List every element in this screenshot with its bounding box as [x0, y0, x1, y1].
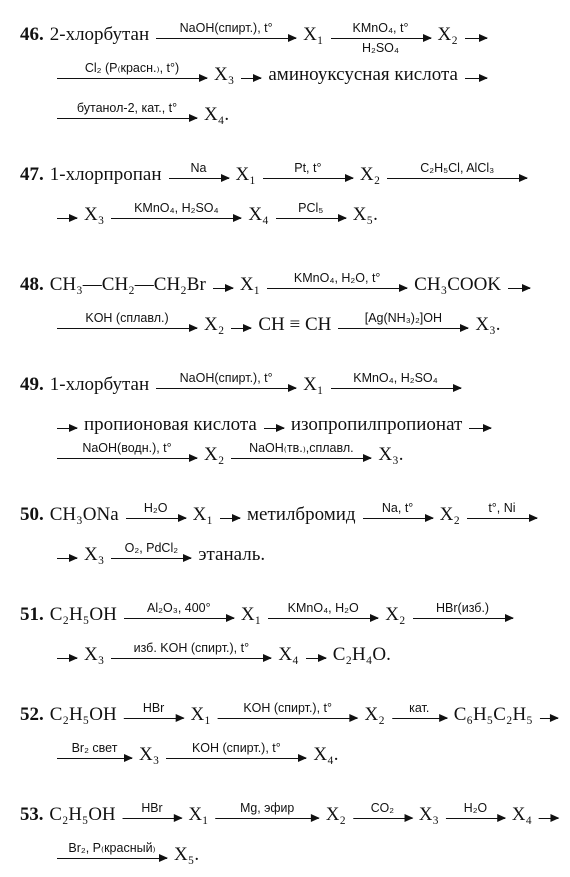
arrow-icon [215, 818, 319, 819]
arrow-icon [331, 388, 461, 389]
arrow-icon [263, 178, 353, 179]
arrow-icon [231, 458, 371, 459]
formula-term: 2-хлорбутан [49, 24, 150, 45]
problem-0-line-1 [55, 44, 494, 84]
reaction-arrow [57, 741, 132, 759]
reaction-condition: KMnO₄, H₂O [287, 601, 359, 616]
formula-term: X₃ [84, 204, 105, 225]
arrow-icon [540, 718, 558, 719]
reaction-arrow [166, 741, 306, 759]
formula-term: X₁ [240, 604, 262, 625]
formula-term: C₂H₅OH [49, 604, 117, 625]
arrow-icon [467, 518, 537, 519]
arrow-icon [57, 758, 132, 759]
formula-term: C₂H₅OH [49, 804, 116, 825]
reaction-condition: HBr [142, 701, 165, 716]
formula-term: X₁ [192, 504, 214, 525]
formula-term: X₃ [84, 544, 105, 565]
reaction-arrow [387, 161, 527, 179]
formula-term: X₁ [239, 274, 261, 295]
problem-5-line-0 [20, 584, 520, 624]
formula-term: X₃ [418, 804, 439, 825]
arrow-icon [156, 38, 296, 39]
formula-term: X₁ [303, 374, 324, 395]
arrow-icon [57, 858, 167, 859]
formula-term: CH ≡ CH [258, 314, 332, 335]
arrow-icon [465, 78, 487, 79]
formula-term: C₆H₅C₂H₅ [453, 704, 533, 725]
reaction-arrow [363, 501, 433, 519]
arrow-icon [57, 558, 77, 559]
problem-number: 46. [20, 24, 44, 45]
formula-term: X₂ [359, 164, 381, 185]
reaction-arrow [213, 271, 233, 289]
reaction-condition: HBr [141, 801, 163, 816]
problem-1-line-1 [55, 184, 383, 224]
arrow-icon [353, 818, 412, 819]
reaction-condition: Cl₂ (P₍красн.₎, t°) [84, 61, 180, 76]
arrow-icon [241, 78, 261, 79]
formula-term: X₂ [325, 804, 346, 825]
formula-term: X₃ [214, 64, 235, 85]
problem-number: 51. [20, 604, 44, 625]
problem-number: 47. [20, 164, 44, 185]
reaction-arrow [218, 701, 358, 719]
arrow-icon [111, 558, 191, 559]
reaction-condition: PCl₅ [298, 201, 324, 216]
reaction-arrow [111, 541, 191, 559]
reaction-condition: [Ag(NH₃)₂]OH [364, 311, 443, 326]
reaction-arrow [57, 201, 77, 219]
reaction-condition: t°, Ni [488, 501, 516, 516]
problem-2-line-1 [55, 294, 505, 334]
reaction-arrow [276, 201, 346, 219]
reaction-arrow [268, 601, 378, 619]
formula-term: 1-хлорпропан [49, 164, 162, 185]
problem-7-line-0 [20, 784, 566, 824]
problem-7-line-1 [55, 824, 204, 864]
arrow-icon [57, 218, 77, 219]
formula-term: X₂ [385, 604, 406, 625]
reaction-arrow [331, 21, 431, 55]
arrow-icon [111, 218, 241, 219]
arrow-icon [363, 518, 433, 519]
arrow-icon [124, 718, 184, 719]
reaction-arrow [111, 641, 271, 659]
formula-term: X₄ [511, 804, 533, 825]
reaction-condition: бутанол-2, кат., t° [76, 101, 178, 116]
formula-term: X₁ [235, 164, 256, 185]
problem-1-line-0 [20, 144, 534, 184]
arrow-icon [306, 658, 326, 659]
reaction-arrow [122, 801, 181, 819]
formula-term: 1-хлорбутан [49, 374, 150, 395]
reaction-condition: изб. KOH (спирт.), t° [133, 641, 250, 656]
reaction-condition: Na [190, 161, 207, 176]
formula-term: C₂H₄O. [332, 644, 391, 665]
reaction-condition: Na, t° [381, 501, 414, 516]
formula-term: X₂ [364, 704, 385, 725]
arrow-icon [338, 328, 468, 329]
reaction-condition: KOH (сплавл.) [85, 311, 169, 326]
arrow-icon [539, 818, 559, 819]
arrow-icon [446, 818, 505, 819]
arrow-icon [166, 758, 306, 759]
reaction-arrow [446, 801, 505, 819]
problem-number: 53. [20, 804, 44, 825]
reaction-arrow [508, 271, 530, 289]
arrow-icon [57, 328, 197, 329]
arrow-icon [392, 718, 447, 719]
reaction-condition: KMnO₄, H₂SO₄ [134, 201, 219, 216]
problem-3-line-2 [55, 424, 408, 464]
reaction-arrow [215, 801, 319, 819]
formula-term: метилбромид [247, 504, 356, 525]
reaction-arrow [413, 601, 513, 619]
reaction-condition: NaOH(спирт.), t° [179, 371, 273, 386]
reaction-arrow [220, 501, 240, 519]
reaction-condition: O₂, PdCl₂ [124, 541, 179, 556]
arrow-icon [218, 718, 358, 719]
reaction-condition: KMnO₄, H₂O, t° [293, 271, 381, 286]
reaction-condition: Br₂, P₍красный₎ [68, 841, 156, 856]
formula-term: CH₃ONa [49, 504, 119, 525]
formula-term: X₃. [475, 314, 501, 335]
reaction-arrow [539, 801, 559, 819]
reaction-condition: Br₂ свет [71, 741, 118, 756]
reaction-arrow [57, 841, 167, 859]
formula-term: X₁ [303, 24, 324, 45]
reaction-arrow [57, 311, 197, 329]
arrow-icon [220, 518, 240, 519]
problem-4-line-0 [20, 484, 544, 524]
reaction-condition: KMnO₄, t° [352, 21, 409, 36]
problem-0-line-0 [20, 4, 494, 55]
reaction-condition: NaOH(спирт.), t° [179, 21, 273, 36]
arrow-icon [387, 178, 527, 179]
reaction-arrow [169, 161, 229, 179]
arrow-icon [156, 388, 296, 389]
formula-term: C₂H₅OH [49, 704, 117, 725]
formula-term: изопропилпропионат [290, 414, 463, 435]
formula-term: X₅. [352, 204, 378, 225]
reaction-condition-below: H₂SO₄ [361, 41, 400, 55]
reaction-arrow [469, 411, 491, 429]
reaction-arrow [267, 271, 407, 289]
formula-term: X₁ [190, 704, 211, 725]
reaction-arrow [467, 501, 537, 519]
arrow-icon [508, 288, 530, 289]
reaction-arrow [231, 441, 371, 459]
arrow-icon [213, 288, 233, 289]
arrow-icon [276, 218, 346, 219]
arrow-icon [413, 618, 513, 619]
problem-3-line-0 [20, 354, 468, 394]
reaction-condition: CO₂ [370, 801, 395, 816]
formula-term: X₃. [378, 444, 404, 465]
problem-number: 50. [20, 504, 44, 525]
formula-term: X₂ [439, 504, 460, 525]
formula-term: X₂ [437, 24, 458, 45]
formula-term: X₂ [204, 444, 225, 465]
arrow-icon [465, 38, 487, 39]
reaction-condition: KMnO₄, H₂SO₄ [353, 371, 438, 386]
formula-term: аминоуксусная кислота [268, 64, 458, 85]
reaction-arrow [465, 21, 487, 39]
reaction-condition: NaOH₍тв.₎,сплавл. [249, 441, 354, 456]
reaction-arrow [57, 541, 77, 559]
arrow-icon [57, 458, 197, 459]
arrow-icon [469, 428, 491, 429]
reaction-arrow [353, 801, 412, 819]
reaction-condition: кат. [409, 701, 430, 716]
arrow-icon [57, 78, 207, 79]
reaction-arrow [331, 371, 461, 389]
arrow-icon [57, 118, 197, 119]
problem-number: 49. [20, 374, 44, 395]
reaction-arrow [57, 441, 197, 459]
formula-term: этаналь. [198, 544, 266, 565]
arrow-icon [111, 658, 271, 659]
formula-term: X₁ [188, 804, 209, 825]
formula-term: X₄ [248, 204, 269, 225]
arrow-icon [122, 818, 181, 819]
problem-number: 52. [20, 704, 44, 725]
reaction-arrow [57, 101, 197, 119]
arrow-icon [231, 328, 251, 329]
reaction-condition: H₂O [463, 801, 488, 816]
reaction-arrow [57, 641, 77, 659]
formula-term: X₄ [278, 644, 299, 665]
formula-term: X₂ [204, 314, 225, 335]
problem-5-line-1 [55, 624, 396, 664]
reaction-arrow [111, 201, 241, 219]
arrow-icon [267, 288, 407, 289]
reaction-condition: NaOH(водн.), t° [82, 441, 172, 456]
reaction-condition: KOH (спирт.), t° [243, 701, 332, 716]
reaction-arrow [124, 701, 184, 719]
formula-term: X₄. [313, 744, 339, 765]
reaction-arrow [156, 371, 296, 389]
formula-term: X₄. [204, 104, 230, 125]
reaction-arrow [465, 61, 487, 79]
arrow-icon [169, 178, 229, 179]
reaction-arrow [57, 61, 207, 79]
problem-0-line-2 [55, 84, 234, 124]
problem-4-line-1 [55, 524, 270, 564]
reaction-arrow [231, 311, 251, 329]
arrow-icon [124, 618, 234, 619]
problem-number: 48. [20, 274, 44, 295]
formula-term: пропионовая кислота [84, 414, 257, 435]
reaction-arrow [540, 701, 558, 719]
reaction-arrow [338, 311, 468, 329]
reaction-condition: HBr(изб.) [436, 601, 490, 616]
reaction-condition: H₂O [143, 501, 168, 516]
reaction-arrow [124, 601, 234, 619]
reaction-arrow [263, 161, 353, 179]
problem-6-line-1 [55, 724, 343, 764]
formula-term: X₃ [139, 744, 160, 765]
reaction-arrow [156, 21, 296, 39]
formula-term: X₃ [84, 644, 105, 665]
reaction-condition: Pt, t° [294, 161, 322, 176]
reaction-arrow [392, 701, 447, 719]
reaction-arrow [306, 641, 326, 659]
arrow-icon [268, 618, 378, 619]
arrow-icon [57, 658, 77, 659]
reaction-condition: C₂H₅Cl, AlCl₃ [420, 161, 495, 176]
formula-term: CH₃—CH₂—CH₂Br [49, 274, 206, 295]
reaction-condition: KOH (спирт.), t° [191, 741, 281, 756]
reaction-arrow [241, 61, 261, 79]
arrow-icon [126, 518, 186, 519]
formula-term: CH₃COOK [414, 274, 502, 295]
reaction-condition: Mg, эфир [240, 801, 295, 816]
formula-term: X₅. [174, 844, 200, 865]
problem-6-line-0 [20, 684, 565, 724]
problem-2-line-0 [20, 254, 537, 294]
reaction-arrow [126, 501, 186, 519]
reaction-condition: Al₂O₃, 400° [147, 601, 211, 616]
